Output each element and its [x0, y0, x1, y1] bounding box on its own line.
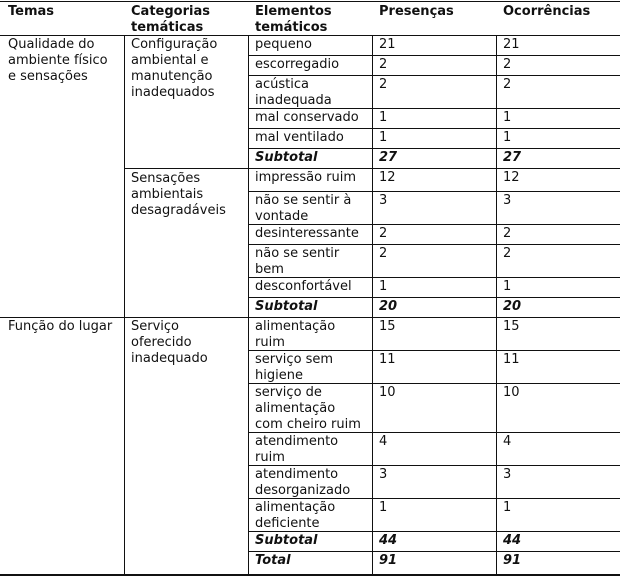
presencas-cell: 21 — [379, 37, 396, 52]
presencas-cell: 4 — [379, 434, 388, 449]
element-cell: atendimento ruim — [255, 434, 339, 465]
presencas-cell: 1 — [379, 500, 388, 515]
element-cell: não se sentir bem — [255, 246, 340, 277]
element-cell: serviço de alimentação com cheiro ruim — [255, 385, 361, 432]
element-cell: acústica inadequada — [255, 77, 332, 108]
element-cell: mal conservado — [255, 110, 359, 125]
element-cell: Subtotal — [255, 150, 318, 165]
element-cell: impressão ruim — [255, 170, 357, 185]
ocorrencias-cell: 1 — [503, 130, 512, 145]
presencas-cell: 1 — [379, 130, 388, 145]
theme-divider — [0, 317, 248, 318]
category-configuracao: Configuração ambiental e manutenção inadequados — [131, 37, 218, 100]
ocorrencias-cell: 2 — [503, 57, 512, 72]
presencas-cell: 44 — [379, 533, 398, 548]
header-rule — [0, 35, 620, 36]
row-divider — [248, 551, 620, 552]
header-presencas: Presenças — [379, 4, 454, 19]
element-cell: desconfortável — [255, 279, 352, 294]
ocorrencias-cell: 27 — [503, 150, 522, 165]
header-categorias: Categorias temáticas — [131, 4, 210, 35]
column-divider — [124, 35, 125, 576]
presencas-cell: 3 — [379, 467, 388, 482]
ocorrencias-cell: 1 — [503, 279, 512, 294]
header-temas: Temas — [8, 4, 55, 19]
ocorrencias-cell: 10 — [503, 385, 520, 400]
ocorrencias-cell: 4 — [503, 434, 512, 449]
presencas-cell: 2 — [379, 57, 388, 72]
presencas-cell: 27 — [379, 150, 398, 165]
row-divider — [248, 148, 620, 149]
row-divider — [248, 128, 620, 129]
category-servico: Serviço oferecido inadequado — [131, 319, 208, 366]
ocorrencias-cell: 3 — [503, 193, 512, 208]
ocorrencias-cell: 3 — [503, 467, 512, 482]
row-divider — [248, 75, 620, 76]
presencas-cell: 3 — [379, 193, 388, 208]
ocorrencias-cell: 12 — [503, 170, 520, 185]
element-cell: serviço sem higiene — [255, 352, 334, 383]
row-divider — [248, 191, 620, 192]
element-cell: Subtotal — [255, 299, 318, 314]
element-cell: mal ventilado — [255, 130, 344, 145]
theme-qualidade: Qualidade do ambiente físico e sensações — [8, 37, 108, 84]
ocorrencias-cell: 91 — [503, 553, 522, 568]
element-cell: desinteressante — [255, 226, 359, 241]
element-cell: alimentação ruim — [255, 319, 336, 350]
category-divider — [124, 168, 248, 169]
row-divider — [248, 244, 620, 245]
element-cell: escorregadio — [255, 57, 340, 72]
element-cell: Subtotal — [255, 533, 318, 548]
ocorrencias-cell: 2 — [503, 246, 512, 261]
row-divider — [248, 55, 620, 56]
ocorrencias-cell: 1 — [503, 110, 512, 125]
presencas-cell: 15 — [379, 319, 396, 334]
top-rule — [0, 1, 620, 2]
category-sensacoes: Sensações ambientais desagradáveis — [131, 171, 226, 218]
theme-funcao: Função do lugar — [8, 319, 113, 334]
column-divider — [372, 35, 373, 576]
row-divider — [248, 168, 620, 169]
ocorrencias-cell: 21 — [503, 37, 520, 52]
presencas-cell: 20 — [379, 299, 398, 314]
column-divider — [248, 35, 249, 576]
element-cell: alimentação deficiente — [255, 500, 336, 531]
ocorrencias-cell: 20 — [503, 299, 522, 314]
header-ocorrencias: Ocorrências — [503, 4, 591, 19]
presencas-cell: 2 — [379, 226, 388, 241]
header-elementos: Elementos temáticos — [255, 4, 332, 35]
presencas-cell: 11 — [379, 352, 396, 367]
presencas-cell: 12 — [379, 170, 396, 185]
row-divider — [248, 317, 620, 318]
ocorrencias-cell: 11 — [503, 352, 520, 367]
ocorrencias-cell: 44 — [503, 533, 522, 548]
ocorrencias-cell: 15 — [503, 319, 520, 334]
ocorrencias-cell: 2 — [503, 226, 512, 241]
row-divider — [248, 297, 620, 298]
presencas-cell: 1 — [379, 279, 388, 294]
column-divider — [496, 35, 497, 576]
presencas-cell: 2 — [379, 246, 388, 261]
ocorrencias-cell: 1 — [503, 500, 512, 515]
presencas-cell: 10 — [379, 385, 396, 400]
presencas-cell: 91 — [379, 553, 398, 568]
element-cell: Total — [255, 553, 291, 568]
element-cell: pequeno — [255, 37, 312, 52]
element-cell: atendimento desorganizado — [255, 467, 351, 498]
ocorrencias-cell: 2 — [503, 77, 512, 92]
presencas-cell: 2 — [379, 77, 388, 92]
element-cell: não se sentir à vontade — [255, 193, 352, 224]
presencas-cell: 1 — [379, 110, 388, 125]
